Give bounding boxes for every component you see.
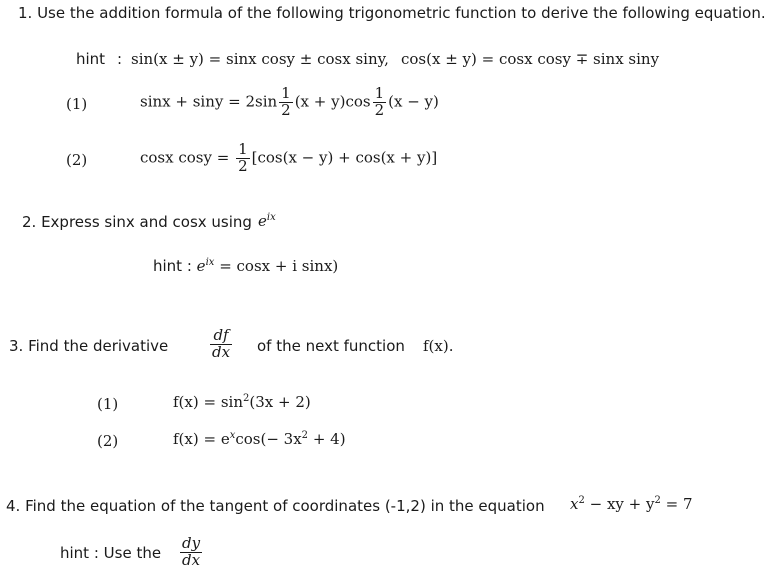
q2-prompt: 2. Express sinx and cosx using [22, 213, 252, 231]
q1-item1-label: (1) [66, 95, 88, 113]
q3-item2-formula: $f(x) = e^x\cos(- 3x^2 + 4)$ [173, 430, 346, 448]
q1-item2-label: (2) [66, 151, 88, 169]
fraction-half: $\frac{1}{2}$ [238, 140, 248, 175]
q3-derivative-fraction: $\frac{df}{dx}$ [212, 326, 231, 361]
q1-hint-colon: : [117, 50, 123, 68]
q3-item1-formula: $f(x) = \sin^2(3x + 2)$ [173, 393, 311, 411]
q2-hint: hint : $e^{ix} = \cos x + i$ sinx) [153, 257, 339, 275]
q4-equation: $x^2$ − xy + $y^2 = 7$ [570, 495, 693, 513]
q4-hint: hint : Use the [60, 544, 162, 562]
q3-fx: f(x). [423, 337, 454, 355]
q1-item1-equation: sinx + siny = 2sin $\frac{1}{2}$ (x + y)cos $\frac{1}{2}$ (x − y) [140, 84, 439, 119]
fraction-half: $\frac{1}{2}$ [281, 84, 291, 119]
q3-prompt: 3. Find the derivative [9, 337, 169, 355]
q1-hint-formula-cos: cos(x ± y) = cosx cosy ∓ sinx siny [401, 50, 660, 68]
q1-item2-equation: cosx cosy = $\frac{1}{2}$ [cos(x − y) + cos(x + y)] [140, 140, 438, 175]
q3-prompt-tail: of the next function [257, 337, 405, 355]
fraction-half: $\frac{1}{2}$ [374, 84, 385, 119]
q1-hint-label: hint [76, 50, 106, 68]
q1-hint-formula-sin: sin(x ± y) = sinx cosy ± cosx siny, [131, 50, 389, 68]
q3-item2-label: (2) [97, 432, 119, 450]
q2-exp: $e^{ix}$ [258, 212, 276, 230]
q1-prompt: 1. Use the addition formula of the following trigonometric function to derive the following equation. [18, 4, 766, 22]
q4-prompt: 4. Find the equation of the tangent of coordinates (-1,2) in the equation [6, 497, 545, 515]
q3-item1-label: (1) [97, 395, 119, 413]
q4-hint-fraction: $\frac{dy}{dx}$ [182, 534, 201, 569]
